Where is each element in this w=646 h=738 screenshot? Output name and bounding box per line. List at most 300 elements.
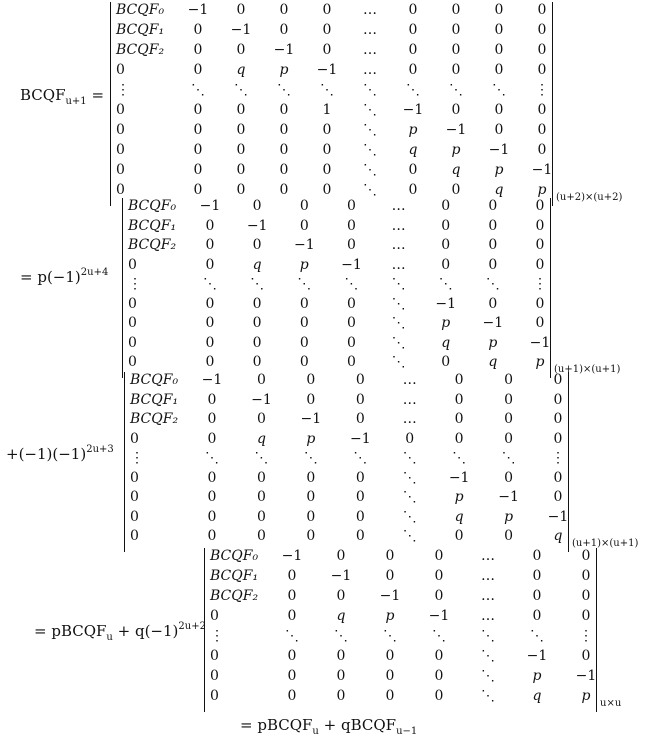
matrix-cell: … [481,548,495,564]
matrix-cell: 0 [441,198,451,214]
matrix-cell: 0 [236,162,246,178]
determinant-right-bar [550,198,551,378]
matrix-cell: 0 [441,217,451,234]
matrix-cell: ⋱ [391,276,406,292]
matrix-cell: q [441,334,451,351]
matrix-cell: 0 [306,528,316,544]
matrix-cell: 0 [306,469,316,486]
matrix-cell: 0 [553,489,563,505]
matrix-cell: 0 [299,295,309,312]
matrix-cell: BCQF₁ [210,568,259,584]
matrix-cell: ⋱ [432,628,446,644]
lhs-superscript: 2u+3 [86,444,114,455]
matrix-cell: 0 [279,122,289,138]
matrix-cell: −1 [435,295,457,312]
matrix-cell: 0 [434,648,444,664]
matrix-cell: ⋱ [391,315,406,331]
lhs-superscript: 2u+2 [178,621,206,632]
matrix-cell: ⋱ [406,82,420,98]
matrix-cell: 0 [193,122,203,138]
matrix-cell: p [454,489,464,505]
matrix-cell: p [504,508,514,525]
matrix-cell: 0 [252,198,262,214]
matrix-cell: 0 [537,62,547,78]
matrix-cell: 0 [355,411,365,427]
matrix-cell: … [481,568,495,584]
matrix-cell: −1 [246,217,268,234]
matrix-cell: 0 [279,142,289,158]
matrix-cell: −1 [445,122,467,138]
matrix-cell: 0 [322,2,332,18]
matrix-cell: 0 [553,469,563,486]
matrix-cell: q [494,182,504,198]
matrix-cell: 0 [532,588,542,604]
matrix-cell: −1 [448,469,470,486]
matrix-cell: 0 [205,295,215,312]
lhs-suffix: + q(−1) [112,622,179,640]
matrix-cell: 0 [581,548,591,564]
matrix-cell: ⋮ [579,628,593,644]
matrix-cell: BCQF₀ [116,2,165,18]
matrix-cell: p [441,315,451,331]
matrix-cell: p [494,162,504,178]
matrix-cell: 0 [346,354,356,370]
matrix-cell: 0 [205,315,215,331]
matrix-cell: 0 [408,42,418,58]
matrix-cell: 0 [210,688,219,704]
matrix-cell: 0 [193,22,203,38]
matrix-cell: 0 [236,122,246,138]
matrix-cell: BCQF₀ [130,372,179,388]
matrix-cell: 0 [532,608,542,624]
matrix-cell: 0 [193,182,203,198]
matrix-cell: ⋱ [492,82,506,98]
determinant-left-bar [110,2,111,206]
matrix-cell: 0 [434,688,444,704]
matrix-cell: q [553,528,563,544]
matrix-cell: 0 [494,42,504,58]
matrix-cell: 0 [322,22,332,38]
matrix-cell: −1 [230,22,252,38]
lhs-subscript: u [106,632,113,643]
matrix-cell: 0 [504,469,514,486]
matrix-cell: 0 [336,548,346,564]
matrix-cell: 0 [205,354,215,370]
matrix-cell: … [391,256,406,273]
matrix-cell: BCQF₁ [128,217,177,234]
matrix-cell: q [236,62,246,78]
matrix-cell: 0 [128,295,137,312]
final-sub2: u−1 [396,726,418,737]
matrix-cell: BCQF₀ [210,548,259,564]
matrix-cell: 0 [385,668,395,684]
matrix-cell: 0 [130,528,139,544]
matrix-cell: 0 [385,648,395,664]
matrix-cell: ⋱ [363,102,377,118]
matrix-cell: 0 [306,372,316,388]
matrix-cell: ⋱ [402,508,417,525]
matrix-cell: 0 [494,62,504,78]
matrix-cell: 0 [454,411,464,427]
matrix-cell: 0 [210,668,219,684]
lhs-superscript: 2u+4 [80,267,109,278]
matrix-cell: 0 [252,237,262,253]
matrix-cell: ⋱ [363,142,377,158]
matrix-cell: ⋮ [551,450,565,466]
matrix-cell: 0 [451,42,461,58]
dimension-label: (u+1)×(u+1) [554,363,621,375]
matrix-cell: ⋱ [402,489,417,505]
matrix-cell: −1 [273,42,295,58]
matrix-cell: 0 [346,315,356,331]
matrix-cell: 0 [287,648,297,664]
matrix-cell: 0 [336,668,346,684]
matrix-cell: 0 [306,391,316,408]
matrix-cell: ⋱ [285,628,299,644]
matrix-cell: −1 [341,256,362,273]
matrix-cell: 0 [207,489,217,505]
matrix-cell: 0 [256,411,266,427]
matrix-cell: 0 [537,2,547,18]
matrix-cell: 0 [355,391,365,408]
matrix-cell: 0 [205,237,215,253]
matrix-cell: … [363,42,377,58]
matrix-cell: 0 [207,528,217,544]
matrix-cell: 0 [210,648,219,664]
matrix-cell: ⋱ [449,82,463,98]
matrix-cell: BCQF₀ [128,198,177,214]
matrix-cell: ⋮ [210,628,224,644]
matrix-cell: p [408,122,418,138]
matrix-cell: 0 [553,411,563,427]
matrix-cell: 0 [207,391,217,408]
matrix-cell: p [535,354,545,370]
final-sub1: u [312,726,319,737]
matrix-cell: 0 [535,237,545,253]
matrix-cell: 0 [207,508,217,525]
matrix-cell: 1 [322,102,332,118]
matrix-cell: 0 [128,334,137,351]
matrix-cell: 0 [581,608,591,624]
matrix-cell: −1 [488,142,510,158]
matrix-cell: 0 [451,102,461,118]
matrix-cell: 0 [322,142,332,158]
matrix-cell: p [306,430,316,447]
matrix-cell: 0 [535,256,545,273]
matrix-cell: … [363,2,377,18]
matrix-cell: 0 [405,430,415,447]
matrix-cell: 0 [299,334,309,351]
matrix-cell: −1 [531,162,553,178]
matrix-cell: … [391,217,406,234]
lhs-prefix: BCQF [20,86,66,104]
matrix-cell: 0 [287,668,297,684]
matrix-cell: 0 [385,568,395,584]
matrix-cell: 0 [207,411,217,427]
lhs-expression [20,268,108,286]
matrix-cell: 0 [504,391,514,408]
matrix-cell: 0 [581,568,591,584]
matrix-cell: 0 [451,182,461,198]
matrix-cell: ⋱ [234,82,248,98]
matrix-cell: 0 [210,608,219,624]
matrix-cell: 0 [553,372,563,388]
matrix-cell: 0 [252,295,262,312]
lhs-prefix: +(−1)(−1) [6,445,87,463]
matrix-cell: 0 [454,430,464,447]
matrix-cell: 0 [537,42,547,58]
matrix-cell: 0 [205,334,215,351]
matrix-cell: 0 [322,182,332,198]
matrix-cell: 0 [287,608,297,624]
matrix-cell: 0 [488,237,498,253]
matrix-cell: q [408,142,418,158]
matrix-cell: 0 [116,182,125,198]
matrix-cell: q [454,508,464,525]
matrix-cell: 0 [336,648,346,664]
matrix-cell: 0 [488,217,498,234]
matrix-cell: q [336,608,346,624]
matrix-cell: 0 [553,391,563,408]
matrix-cell: 0 [279,162,289,178]
matrix-cell: 0 [256,508,266,525]
matrix-cell: 0 [130,469,139,486]
matrix-cell: ⋮ [130,450,144,466]
matrix-cell: 0 [236,142,246,158]
matrix-cell: BCQF₂ [128,237,177,253]
matrix-cell: 0 [287,568,297,584]
matrix-cell: 0 [434,588,444,604]
matrix-cell: 0 [256,469,266,486]
matrix-cell: 0 [205,256,215,273]
matrix-cell: 0 [193,62,203,78]
matrix-cell: ⋱ [363,122,377,138]
matrix-cell: 0 [130,430,139,447]
matrix-cell: ⋱ [254,450,269,466]
matrix-cell: 0 [322,122,332,138]
matrix-cell: 0 [287,688,297,704]
matrix-cell: 0 [207,469,217,486]
matrix-cell: ⋱ [481,648,495,664]
matrix-cell: 0 [434,568,444,584]
matrix-cell: … [402,372,417,388]
matrix-cell: ⋱ [277,82,291,98]
matrix-cell: 0 [494,2,504,18]
matrix-cell: ⋱ [250,276,265,292]
determinant-left-bar [124,372,125,552]
matrix-cell: 0 [346,295,356,312]
matrix-cell: −1 [199,198,221,214]
lhs-expression [34,621,206,643]
matrix-cell: −1 [575,668,597,684]
matrix-cell: 0 [256,489,266,505]
matrix-cell: 0 [279,182,289,198]
matrix-cell: 0 [306,508,316,525]
matrix-cell: ⋮ [535,82,549,98]
matrix-cell: 0 [537,102,547,118]
matrix-cell: BCQF₂ [116,42,165,58]
determinant-right-bar [596,548,597,712]
matrix-cell: ⋱ [320,82,334,98]
matrix-cell: 0 [408,182,418,198]
matrix-cell: −1 [201,372,223,388]
matrix-cell: ⋱ [297,276,312,292]
matrix-cell: ⋱ [191,82,205,98]
dimension-label: (u+1)×(u+1) [572,537,639,549]
matrix-cell: −1 [402,102,424,118]
matrix-cell: ⋱ [402,528,417,544]
matrix-cell: 0 [236,2,246,18]
matrix-cell: q [256,430,266,447]
matrix-cell: … [391,237,406,253]
matrix-cell: BCQF₁ [116,22,165,38]
matrix-cell: 0 [128,315,137,331]
matrix-cell: 0 [454,528,464,544]
matrix-cell: ⋱ [485,276,500,292]
matrix-cell: 0 [441,354,451,370]
determinant-left-bar [122,198,123,378]
matrix-cell: 0 [116,122,125,138]
matrix-cell: ⋮ [533,276,547,292]
matrix-cell: q [532,688,542,704]
matrix-cell: −1 [316,62,338,78]
matrix-cell: ⋱ [481,688,495,704]
matrix-cell: 0 [451,62,461,78]
matrix-cell: 0 [193,42,203,58]
matrix-cell: −1 [187,2,209,18]
matrix-cell: 0 [128,354,137,370]
matrix-cell: p [299,256,309,273]
matrix-cell: 0 [299,354,309,370]
matrix-cell: 0 [236,42,246,58]
matrix-cell: 0 [205,217,215,234]
matrix-cell: 0 [408,22,418,38]
matrix-cell: 0 [322,162,332,178]
matrix-cell: ⋱ [438,276,453,292]
matrix-cell: 0 [193,142,203,158]
matrix-cell: 0 [116,142,125,158]
lhs-prefix: = pBCQF [34,622,107,640]
matrix-cell: 0 [252,315,262,331]
matrix-cell: 0 [553,430,563,447]
matrix-cell: 0 [581,648,591,664]
matrix-cell: 0 [408,162,418,178]
matrix-cell: 0 [256,372,266,388]
matrix-cell: 0 [306,489,316,505]
lhs-expression [20,86,105,107]
dimension-label: u×u [600,698,622,709]
matrix-cell: ⋱ [205,450,219,466]
matrix-cell: −1 [300,411,322,427]
matrix-cell: 0 [279,102,289,118]
matrix-cell: ⋮ [128,276,142,292]
matrix-cell: … [481,608,495,624]
matrix-cell: 0 [322,42,332,58]
matrix-cell: 0 [355,489,365,505]
matrix-cell: 0 [532,548,542,564]
matrix-cell: 0 [355,508,365,525]
matrix-cell: 0 [299,217,309,234]
matrix-cell: 0 [299,198,309,214]
matrix-cell: 0 [451,22,461,38]
matrix-cell: ⋱ [391,295,406,312]
matrix-cell: 0 [299,315,309,331]
matrix-cell: ⋱ [334,628,348,644]
matrix-cell: … [391,198,406,214]
matrix-cell: ⋱ [402,450,417,466]
matrix-cell: ⋱ [391,334,406,351]
matrix-cell: p [279,62,289,78]
matrix-cell: p [532,668,542,684]
matrix-cell: 0 [537,122,547,138]
matrix-cell: 0 [256,528,266,544]
determinant-left-bar [204,548,205,712]
matrix-cell: 0 [252,334,262,351]
matrix-cell: 0 [336,588,346,604]
matrix-cell: 0 [193,102,203,118]
matrix-cell: −1 [349,430,371,447]
matrix-cell: 0 [279,2,289,18]
matrix-cell: −1 [379,588,401,604]
matrix-cell: 0 [532,568,542,584]
matrix-cell: 0 [236,182,246,198]
matrix-cell: 0 [434,668,444,684]
matrix-cell: −1 [529,334,551,351]
matrix-cell: 0 [346,217,356,234]
matrix-cell: 0 [494,22,504,38]
matrix-cell: 0 [581,588,591,604]
matrix-cell: 0 [535,315,545,331]
matrix-cell: ⋱ [363,182,377,198]
matrix-cell: ⋱ [481,628,495,644]
matrix-cell: ⋱ [303,450,318,466]
matrix-cell: ⋱ [391,354,406,370]
final-mid: + qBCQF [318,716,397,734]
matrix-cell: −1 [498,489,519,505]
lhs-prefix: = p(−1) [20,268,81,286]
matrix-cell: q [451,162,461,178]
matrix-cell: ⋱ [452,450,467,466]
matrix-cell: 0 [535,217,545,234]
matrix-cell: 0 [488,256,498,273]
matrix-cell: 0 [504,430,514,447]
matrix-cell: 0 [451,2,461,18]
matrix-cell: p [488,334,498,351]
matrix-cell: 0 [355,372,365,388]
matrix-cell: ⋱ [501,450,516,466]
matrix-cell: ⋱ [383,628,397,644]
matrix-cell: p [581,688,591,704]
matrix-cell: ⋱ [363,162,377,178]
matrix-cell: 0 [116,162,125,178]
matrix-cell: 0 [441,256,451,273]
dimension-label: (u+2)×(u+2) [556,192,623,203]
final-prefix: = pBCQF [240,716,313,734]
matrix-cell: … [481,588,495,604]
matrix-cell: −1 [293,237,315,253]
lhs-subscript: u+1 [65,96,87,107]
matrix-cell: 0 [494,122,504,138]
matrix-cell: ⋮ [116,82,130,98]
matrix-cell: 0 [504,372,514,388]
matrix-cell: ⋱ [353,450,368,466]
matrix-cell: 0 [535,198,545,214]
matrix-cell: … [363,22,377,38]
matrix-cell: 0 [279,22,289,38]
matrix-cell: 0 [535,295,545,312]
matrix-cell: 0 [537,142,547,158]
matrix-cell: 0 [408,2,418,18]
